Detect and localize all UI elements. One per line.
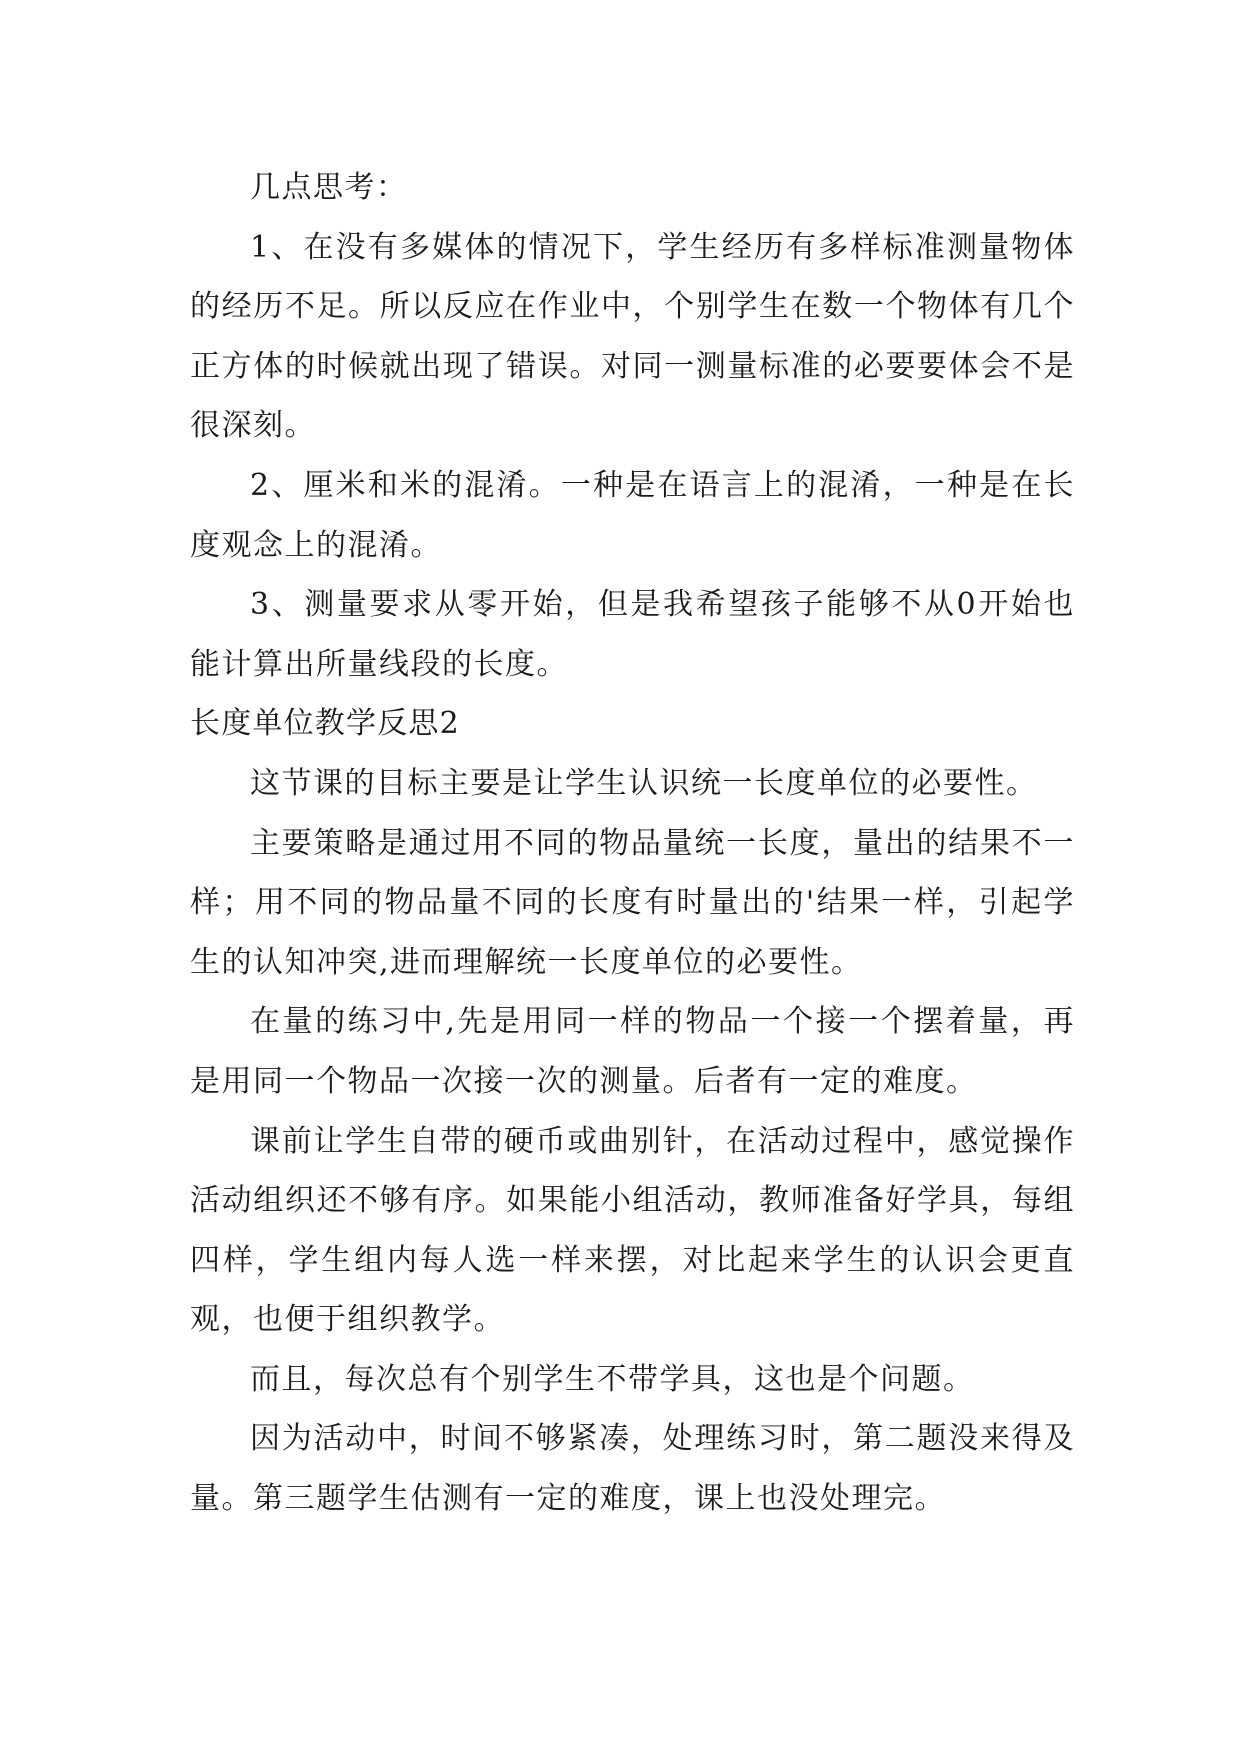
- paragraph-thought-3: 3、测量要求从零开始，但是我希望孩子能够不从0开始也能计算出所量线段的长度。: [190, 587, 1075, 682]
- paragraph-strategy: 主要策略是通过用不同的物品量统一长度，量出的结果不一样；用不同的物品量不同的长度有时量出的'结果一样，引起学生的认知冲突,进而理解统一长度单位的必要性。: [190, 825, 1075, 980]
- paragraph-thought-2: 2、厘米和米的混淆。一种是在语言上的混淆，一种是在长度观念上的混淆。: [190, 467, 1075, 563]
- section-title: 长度单位教学反思2: [190, 706, 460, 742]
- paragraph-time: 因为活动中，时间不够紧凑，处理练习时，第二题没来得及量。第三题学生估测有一定的难度，课上也没处理完。: [190, 1421, 1075, 1517]
- paragraph-practice: 在量的练习中,先是用同一样的物品一个接一个摆着量，再是用同一个物品一次接一次的测量。后者有一定的难度。: [190, 1004, 1075, 1099]
- paragraph-problem: 而且，每次总有个别学生不带学具，这也是个问题。: [250, 1361, 975, 1397]
- paragraph-thought-1: 1、在没有多媒体的情况下，学生经历有多样标准测量物体的经历不足。所以反应在作业中，个别学生在数一个物体有几个正方体的时候就出现了错误。对同一测量标准的必要要体会不是很深刻。: [190, 229, 1075, 444]
- paragraph-thoughts-heading: 几点思考：: [250, 170, 408, 205]
- paragraph-goal: 这节课的目标主要是让学生认识统一长度单位的必要性。: [250, 765, 1038, 801]
- document-body: [190, 158, 1075, 1529]
- paragraph-activity: 课前让学生自带的硬币或曲别针，在活动过程中，感觉操作活动组织还不够有序。如果能小组活动，教师准备好学具，每组四样，学生组内每人选一样来摆，对比起来学生的认识会更直观，也便于组织教学。: [190, 1123, 1075, 1338]
